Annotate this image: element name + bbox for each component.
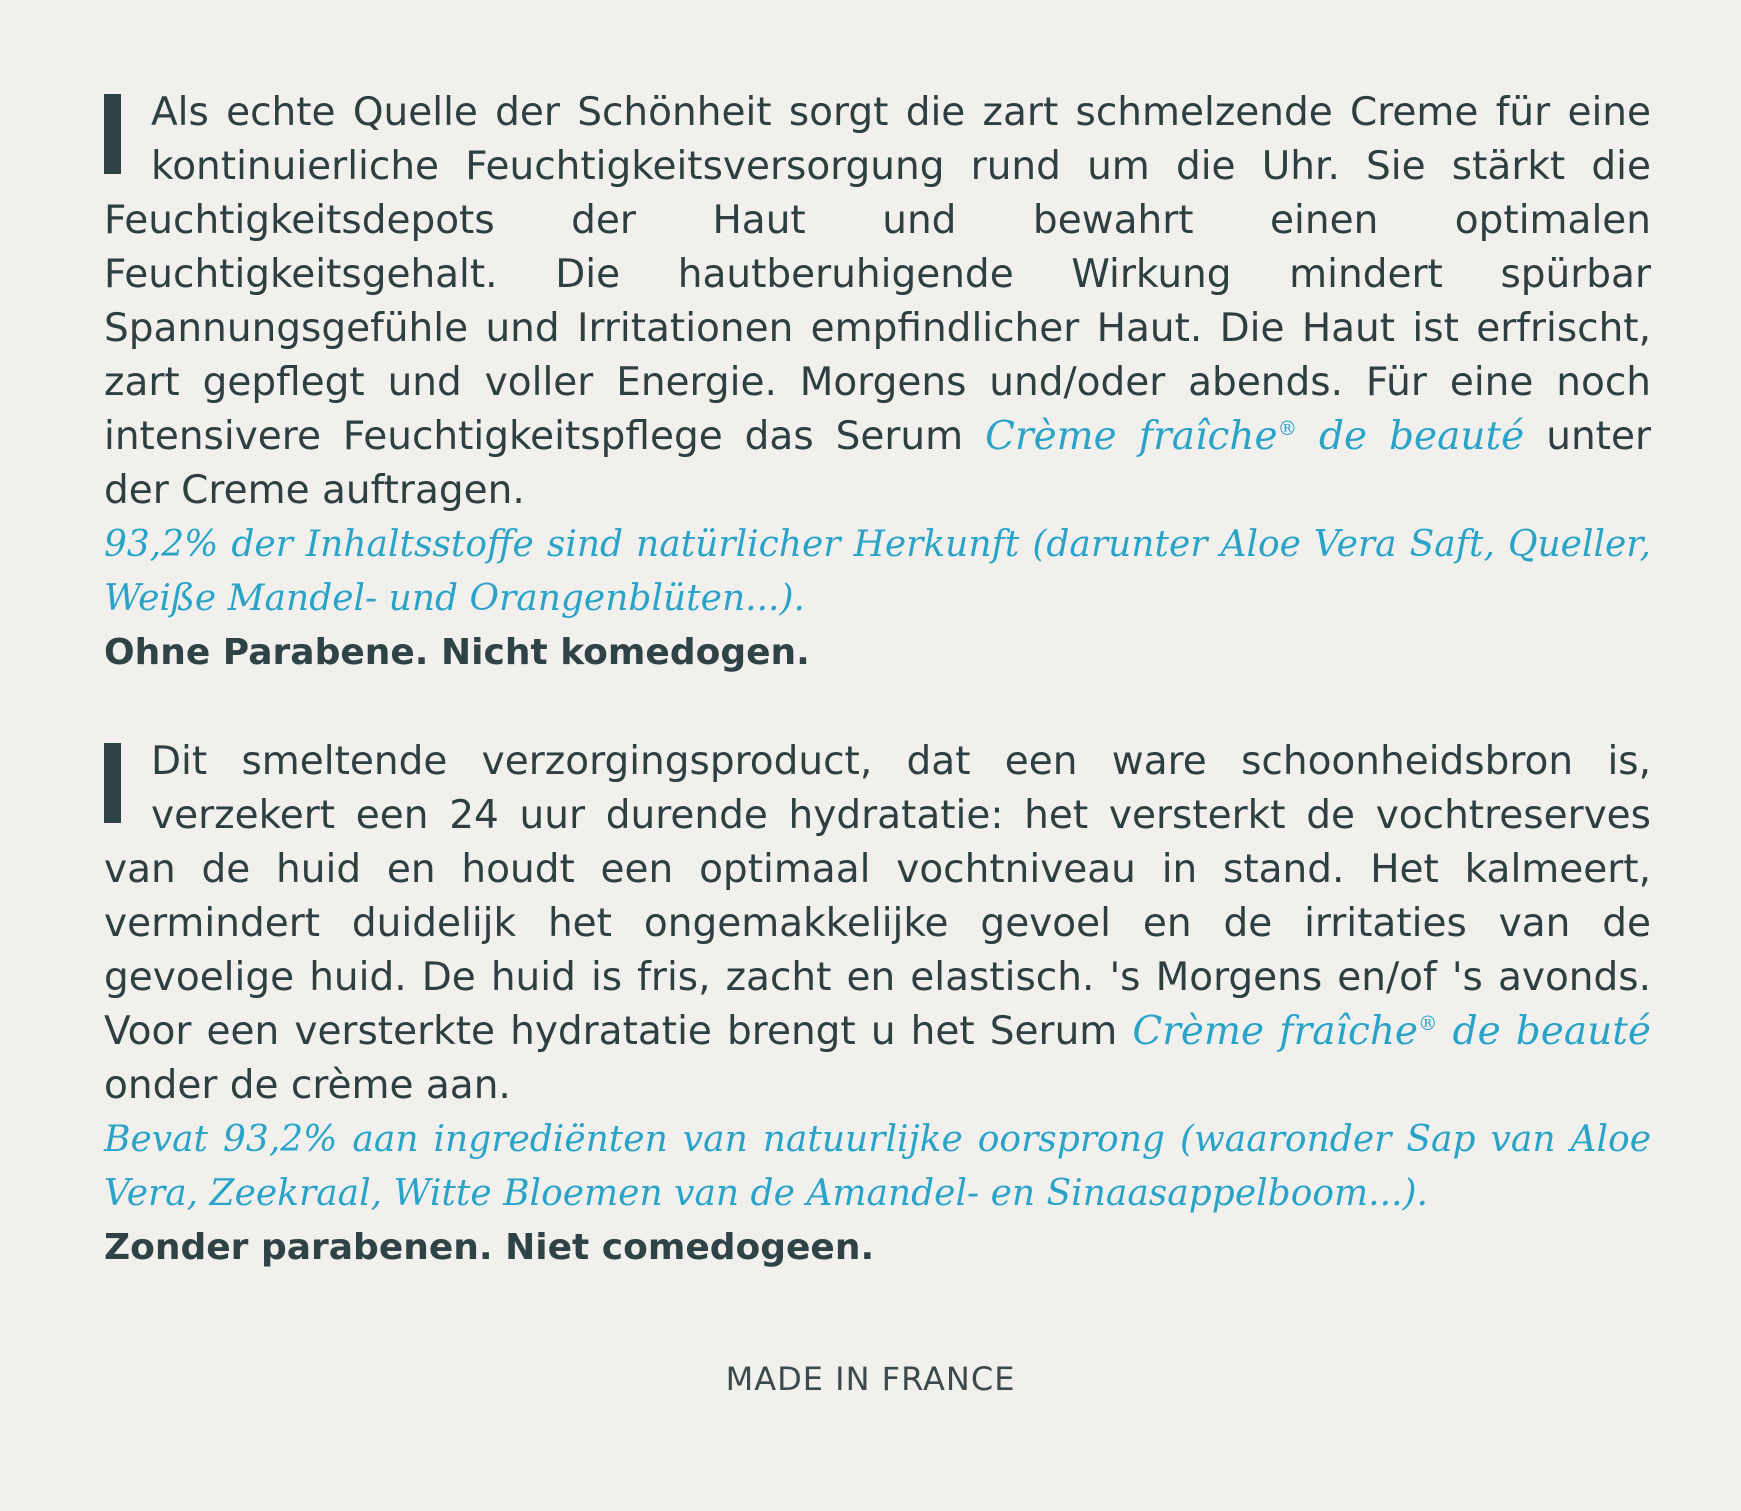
german-natural-origin: 93,2% der Inhaltsstoffe sind natürlicher Herkunft (darunter Aloe Vera Saft, Queller, Weiße Mandel- und Orangenblüten...).	[104, 524, 1651, 619]
dutch-claims: Zonder parabenen. Niet comedogeen.	[104, 1227, 875, 1268]
german-description	[104, 86, 1651, 518]
german-claims: Ohne Parabene. Nicht komedogen.	[104, 632, 810, 673]
dutch-description	[104, 735, 1651, 1113]
dutch-text-after-brand: onder de crème aan.	[104, 1063, 511, 1108]
section-marker-bar	[104, 743, 121, 823]
german-text-before-brand: Als echte Quelle der Schönheit sorgt die zart schmelzende Creme für eine kontinuierliche Feuchtigkeitsversorgung rund um die Uhr. Sie stärkt die Feuchtigkeitsdepots der Haut und bewahrt einen optimalen Feuchtigkeitsgehalt. Die hautberuhigende Wirkung mindert spürbar Spannungsgefühle und Irritationen empfindlicher Haut. Die Haut ist erfrischt, zart gepflegt und voller Energie. Morgens und/oder abends. Für eine noch intensivere Feuchtigkeitspflege das Serum	[104, 90, 1651, 459]
dutch-text-before-brand: Dit smeltende verzorgingsproduct, dat een ware schoonheidsbron is, verzekert een 24 uur durende hydratatie: het versterkt de vochtreserves van de huid en houdt een optimaal vochtniveau in stand. Het kalmeert, vermindert duidelijk het ongemakkelijke gevoel en de irritaties van de gevoelige huid. De huid is fris, zacht en elastisch. 's Morgens en/of 's avonds. Voor een versterkte hydratatie brengt u het Serum	[104, 739, 1651, 1054]
dutch-brand-name: Crème fraîche® de beauté	[1132, 1009, 1651, 1054]
registered-mark: ®	[1418, 1012, 1438, 1035]
registered-mark: ®	[1277, 417, 1298, 440]
german-section	[104, 86, 1651, 680]
dutch-natural-origin: Bevat 93,2% aan ingrediënten van natuurlijke oorsprong (waaronder Sap van Aloe Vera, Zeekraal, Witte Bloemen van de Amandel- en Sinaasappelboom...).	[104, 1119, 1651, 1214]
german-brand-name: Crème fraîche® de beauté	[985, 414, 1525, 459]
dutch-section	[104, 735, 1651, 1275]
german-text-after-brand: unter der Creme auftragen.	[104, 414, 1651, 513]
made-in-france-label: MADE IN FRANCE	[725, 1360, 1016, 1398]
section-marker-bar	[104, 94, 121, 174]
